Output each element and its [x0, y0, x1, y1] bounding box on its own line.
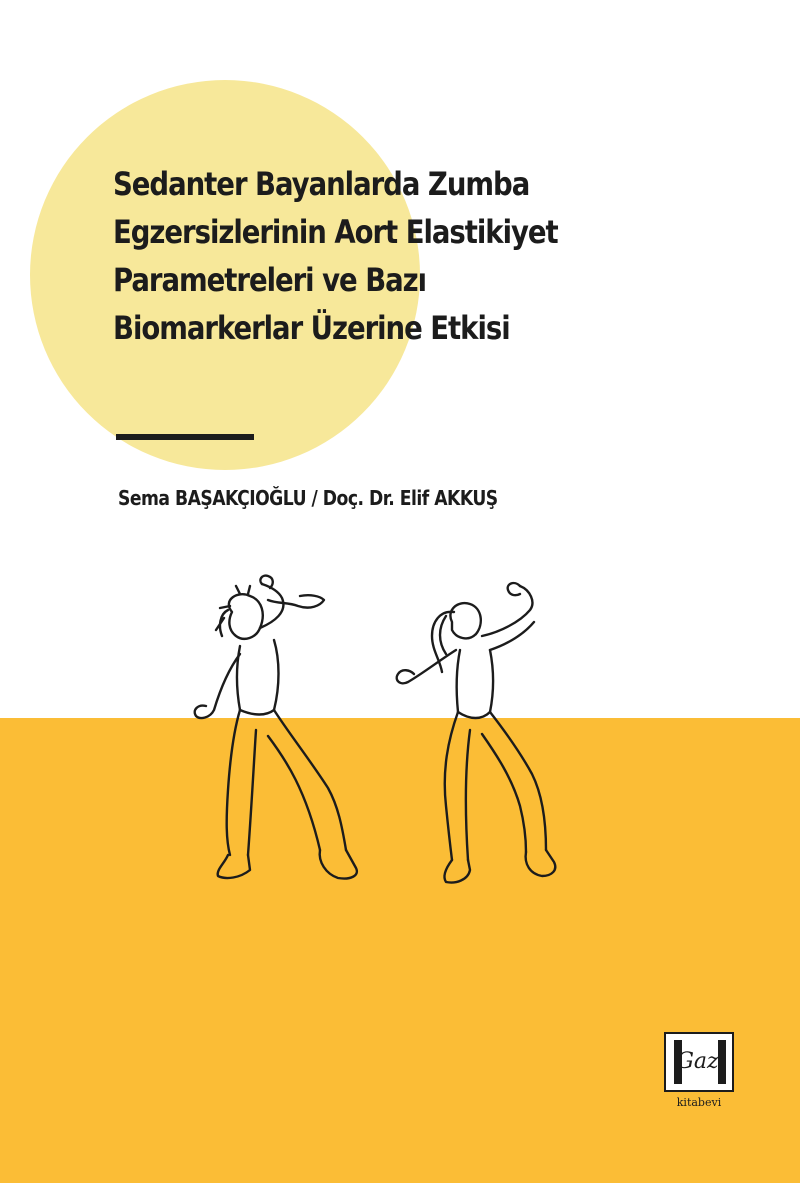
- dancer-right: [397, 583, 556, 882]
- logo-box: [664, 1032, 734, 1092]
- book-title: [113, 160, 629, 352]
- title-line: Egzersizlerinin Aort Elastikiyet: [113, 213, 558, 251]
- title-line: Parametreleri ve Bazı: [113, 261, 427, 299]
- dancers-illustration: [170, 570, 590, 910]
- title-divider: [116, 434, 254, 440]
- publisher-logo: [664, 1032, 734, 1112]
- authors: Sema BAŞAKÇIOĞLU / Doç. Dr. Elif AKKUŞ: [118, 486, 498, 510]
- title-line: Sedanter Bayanlarda Zumba: [113, 165, 530, 203]
- logo-word: Gazi: [676, 1049, 726, 1074]
- title-line: Biomarkerlar Üzerine Etkisi: [113, 309, 510, 347]
- logo-caption: kitabevi: [676, 1096, 722, 1109]
- dancer-left: [195, 576, 357, 879]
